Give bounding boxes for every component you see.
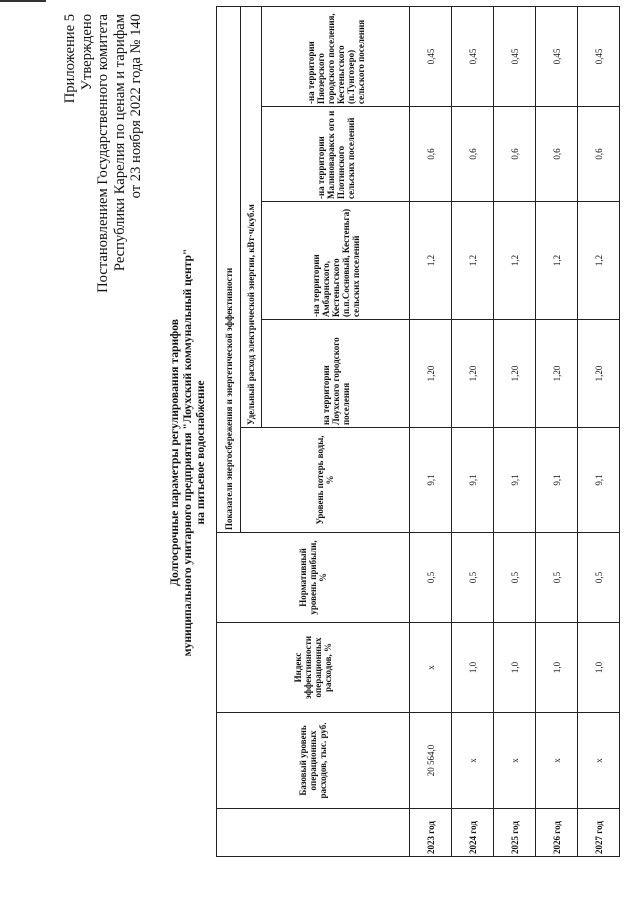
cell-profit-level: 0,5 (536, 533, 578, 623)
appendix-number: Приложение 5 (62, 14, 78, 104)
header-electricity-group: Удельный расход электрической энергии, кВт·ч/куб.м (241, 6, 262, 427)
cell-energy-louhi: 1,20 (578, 320, 620, 428)
cell-water-loss: 9,1 (536, 428, 578, 533)
cell-profit-level: 0,5 (578, 533, 620, 623)
cell-energy-malinovarakskoe: 0,6 (410, 107, 452, 202)
cell-energy-louhi: 1,20 (452, 320, 494, 428)
cell-energy-louhi: 1,20 (536, 320, 578, 428)
cell-base-level: х (536, 713, 578, 809)
header-base-level: Базовый уровень операционных расходов, тыс. руб. (217, 713, 410, 809)
table-row (410, 6, 452, 856)
cell-energy-ambarny: 1,2 (410, 202, 452, 320)
cell-energy-louhi: 1,20 (410, 320, 452, 428)
cell-energy-pyaozersky: 0,45 (494, 6, 536, 106)
table-row (578, 6, 620, 856)
cell-profit-level: 0,5 (452, 533, 494, 623)
cell-energy-malinovarakskoe: 0,6 (452, 107, 494, 202)
table-row (452, 6, 494, 856)
cell-energy-louhi: 1,20 (494, 320, 536, 428)
header-territory-louhi: на территории Лоухского городского поселения (262, 320, 410, 428)
row-year: 2025 год (494, 809, 536, 857)
cell-energy-pyaozersky: 0,45 (578, 6, 620, 106)
cell-efficiency-index: х (410, 623, 452, 713)
row-year: 2024 год (452, 809, 494, 857)
row-year: 2023 год (410, 809, 452, 857)
header-water-loss: Уровень потерь воды, % (241, 428, 410, 533)
cell-water-loss: 9,1 (494, 428, 536, 533)
header-year-corner (217, 809, 410, 857)
cell-efficiency-index: 1,0 (536, 623, 578, 713)
cell-base-level: х (578, 713, 620, 809)
table-row (536, 6, 578, 856)
cell-energy-malinovarakskoe: 0,6 (536, 107, 578, 202)
cell-energy-malinovarakskoe: 0,6 (494, 107, 536, 202)
cell-efficiency-index: 1,0 (494, 623, 536, 713)
cell-efficiency-index: 1,0 (452, 623, 494, 713)
parameters-table (216, 6, 620, 857)
title-line-3: на питьевое водоснабжение (194, 380, 207, 525)
header-territory-pyaozersky: -на территории Пяозерского городского поселения, Кестеньгского (п.Тунгозеро) сельского поселения (262, 6, 410, 106)
approval-resolution: Постановлением Государственного комитета (95, 14, 112, 293)
cell-energy-pyaozersky: 0,45 (410, 6, 452, 106)
cell-efficiency-index: 1,0 (578, 623, 620, 713)
header-energy-group: Показатели энергосбережения и энергетической эффективности (217, 6, 241, 532)
header-territory-ambarny: -на территории Амбарнского, Кестеньгского (п.п.Сосновый, Кестеньга) сельских поселений (262, 202, 410, 320)
header-efficiency-index: Индекс эффективности операционных расходов, % (217, 623, 410, 713)
title-line-2: муниципального унитарного предприятия "Лоухский коммунальный центр" (181, 248, 194, 657)
document-title (168, 0, 207, 905)
cell-water-loss: 9,1 (452, 428, 494, 533)
approved-label: Утверждено (78, 14, 95, 91)
title-line-1: Долгосрочные параметры регулирования тарифов (168, 319, 181, 586)
header-profit-level: Нормативный уровень прибыли, % (217, 533, 410, 623)
approval-authority: Республики Карелия по ценам и тарифам (111, 14, 128, 272)
cell-base-level: х (494, 713, 536, 809)
approval-date: от 23 ноября 2022 года № 140 (128, 14, 145, 199)
cell-energy-ambarny: 1,2 (536, 202, 578, 320)
cell-energy-pyaozersky: 0,45 (452, 6, 494, 106)
row-year: 2026 год (536, 809, 578, 857)
cell-profit-level: 0,5 (410, 533, 452, 623)
cell-base-level: 20 564,0 (410, 713, 452, 809)
cell-energy-pyaozersky: 0,45 (536, 6, 578, 106)
cell-energy-ambarny: 1,2 (452, 202, 494, 320)
cell-energy-malinovarakskoe: 0,6 (578, 107, 620, 202)
cell-profit-level: 0,5 (494, 533, 536, 623)
approval-block (62, 14, 145, 293)
cell-energy-ambarny: 1,2 (578, 202, 620, 320)
header-territory-malinovarakskoe: -на территории Малиноварaкск ого и Плотинского сельских поселений (262, 107, 410, 202)
row-year: 2027 год (578, 809, 620, 857)
cell-base-level: х (452, 713, 494, 809)
table-row (494, 6, 536, 856)
cell-energy-ambarny: 1,2 (494, 202, 536, 320)
cell-water-loss: 9,1 (410, 428, 452, 533)
cell-water-loss: 9,1 (578, 428, 620, 533)
